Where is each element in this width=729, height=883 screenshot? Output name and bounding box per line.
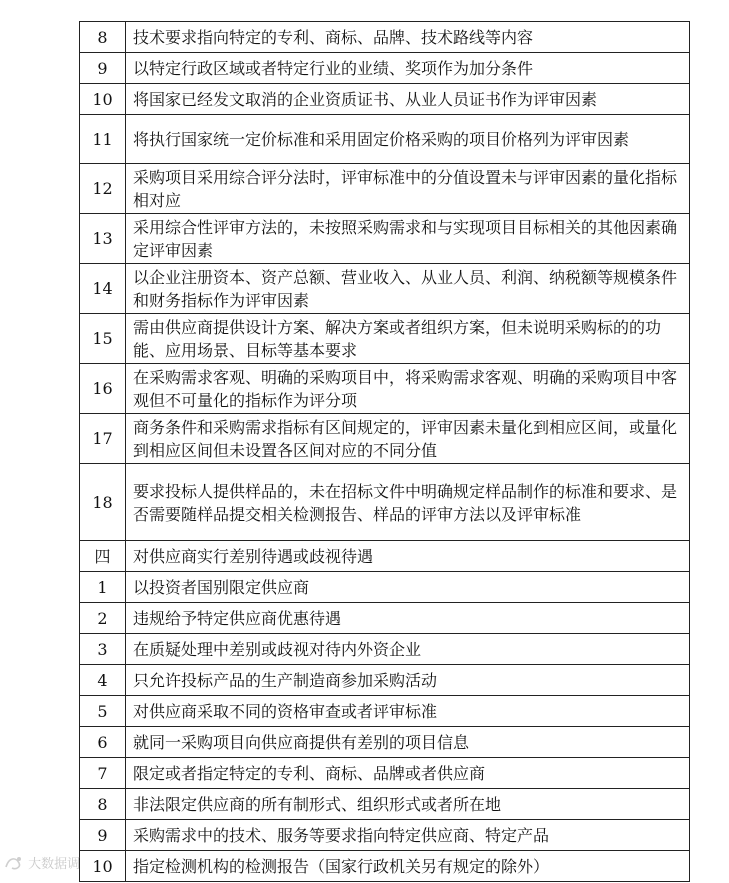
- row-number: 8: [80, 789, 126, 820]
- row-number: 12: [80, 164, 126, 214]
- row-content: 对供应商采取不同的资格审查或者评审标准: [126, 696, 690, 727]
- row-number: 1: [80, 572, 126, 603]
- table-row: [80, 164, 690, 214]
- row-number: 14: [80, 264, 126, 314]
- table-row: [80, 758, 690, 789]
- row-content: 以投资者国别限定供应商: [126, 572, 690, 603]
- row-number: 4: [80, 665, 126, 696]
- row-number: 9: [80, 53, 126, 84]
- row-content: 采用综合性评审方法的，未按照采购需求和与实现项目目标相关的其他因素确定评审因素: [126, 214, 690, 264]
- table-row: [80, 53, 690, 84]
- row-number: 7: [80, 758, 126, 789]
- row-number: 四: [80, 541, 126, 572]
- row-number: 17: [80, 414, 126, 464]
- row-content: 将国家已经发文取消的企业资质证书、从业人员证书作为评审因素: [126, 84, 690, 115]
- watermark-text: 大数据调: [28, 857, 81, 872]
- table-row: [80, 789, 690, 820]
- row-content: 对供应商实行差别待遇或歧视待遇: [126, 541, 690, 572]
- row-number: 10: [80, 851, 126, 882]
- row-content: 非法限定供应商的所有制形式、组织形式或者所在地: [126, 789, 690, 820]
- row-content: 需由供应商提供设计方案、解决方案或者组织方案，但未说明采购标的的功能、应用场景、目标等基本要求: [126, 314, 690, 364]
- table-row: [80, 851, 690, 882]
- row-content: 限定或者指定特定的专利、商标、品牌或者供应商: [126, 758, 690, 789]
- table-body: [80, 22, 690, 882]
- table-row: [80, 665, 690, 696]
- table-row: [80, 727, 690, 758]
- row-content: 违规给予特定供应商优惠待遇: [126, 603, 690, 634]
- table-row: [80, 364, 690, 414]
- row-number: 9: [80, 820, 126, 851]
- row-number: 10: [80, 84, 126, 115]
- row-content: 要求投标人提供样品的，未在招标文件中明确规定样品制作的标准和要求、是否需要随样品提交相关检测报告、样品的评审方法以及评审标准: [126, 464, 690, 541]
- table-row: [80, 696, 690, 727]
- table-row: [80, 634, 690, 665]
- row-content: 商务条件和采购需求指标有区间规定的，评审因素未量化到相应区间，或量化到相应区间但未设置各区间对应的不同分值: [126, 414, 690, 464]
- table-row: [80, 820, 690, 851]
- row-number: 5: [80, 696, 126, 727]
- table-row: [80, 314, 690, 364]
- table-row: [80, 115, 690, 164]
- watermark: [4, 853, 80, 875]
- table-row: [80, 464, 690, 541]
- row-content: 以特定行政区域或者特定行业的业绩、奖项作为加分条件: [126, 53, 690, 84]
- row-number: 16: [80, 364, 126, 414]
- row-content: 就同一采购项目向供应商提供有差别的项目信息: [126, 727, 690, 758]
- requirements-table: [79, 21, 690, 882]
- row-number: 2: [80, 603, 126, 634]
- row-number: 11: [80, 115, 126, 164]
- row-content: 技术要求指向特定的专利、商标、品牌、技术路线等内容: [126, 22, 690, 53]
- row-number: 13: [80, 214, 126, 264]
- row-content: 以企业注册资本、资产总额、营业收入、从业人员、利润、纳税额等规模条件和财务指标作为评审因素: [126, 264, 690, 314]
- row-number: 18: [80, 464, 126, 541]
- watermark-logo-icon: [4, 855, 24, 875]
- table-row: [80, 84, 690, 115]
- table-row: [80, 22, 690, 53]
- table-row: [80, 572, 690, 603]
- table-row: [80, 541, 690, 572]
- table-row: [80, 414, 690, 464]
- row-number: 8: [80, 22, 126, 53]
- row-content: 只允许投标产品的生产制造商参加采购活动: [126, 665, 690, 696]
- row-number: 6: [80, 727, 126, 758]
- table-row: [80, 264, 690, 314]
- table-row: [80, 214, 690, 264]
- row-content: 在质疑处理中差别或歧视对待内外资企业: [126, 634, 690, 665]
- row-number: 15: [80, 314, 126, 364]
- row-content: 将执行国家统一定价标准和采用固定价格采购的项目价格列为评审因素: [126, 115, 690, 164]
- table-row: [80, 603, 690, 634]
- row-content: 指定检测机构的检测报告（国家行政机关另有规定的除外）: [126, 851, 690, 882]
- row-content: 采购项目采用综合评分法时，评审标准中的分值设置未与评审因素的量化指标相对应: [126, 164, 690, 214]
- row-number: 3: [80, 634, 126, 665]
- row-content: 在采购需求客观、明确的采购项目中，将采购需求客观、明确的采购项目中客观但不可量化的指标作为评分项: [126, 364, 690, 414]
- row-content: 采购需求中的技术、服务等要求指向特定供应商、特定产品: [126, 820, 690, 851]
